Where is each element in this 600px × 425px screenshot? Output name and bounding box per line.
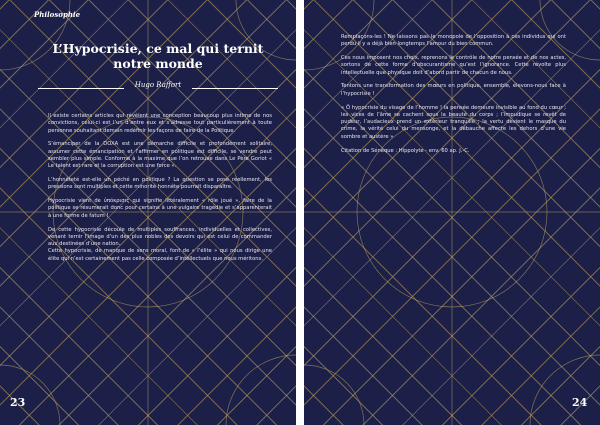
left-body-text xyxy=(48,113,272,270)
paragraph: L’honnêteté est-elle un péché en politique ? La question se pose réellement, les pressions sont multiples et cette minorité honnête pourrait disparaître. xyxy=(48,177,272,191)
author-name: Hugo Raffort xyxy=(134,81,182,89)
article-title-line-1: L’Hypocrisie, ce mal qui ternit xyxy=(52,41,264,56)
section-label: Philosophie xyxy=(34,10,81,19)
right-page xyxy=(304,0,600,425)
page-number-left: 23 xyxy=(10,396,26,409)
article-title xyxy=(38,41,278,71)
quotation-source: Citation de Sénèque : Hippolyte - env. 60 ap. J.-C. xyxy=(341,147,470,154)
byline-rule-right xyxy=(192,88,278,89)
spread-gutter xyxy=(296,0,304,425)
paragraph: Remplaçons-les ! Ne laissons pas le monopole de l’opposition à ces individus qui ont perdu il y a déjà bien longtemps l’amour du bien commun. xyxy=(341,34,566,48)
page-number-right: 24 xyxy=(572,396,588,409)
article-title-line-2: notre monde xyxy=(113,56,203,71)
paragraph: Tentons une transformation des mœurs en politique, ensemble, élevons-nous face à l’hypocrisie ! xyxy=(341,83,566,97)
author-byline xyxy=(38,81,278,93)
left-page xyxy=(0,0,296,425)
paragraph: De cette hypocrisie découle de multiples souffrances, individuelles et collectives, venant ternir l’image d’un des plus nobles des devoirs qui est celui de commander aux destinées d’une nation. Cette hypocrisie, de manque de sens moral, font de « l’élite » qui nous dirige une élite qui n’est certainement pas celle composée d’intellectuels que nous méritons. xyxy=(48,226,272,262)
paragraph: Ces nous imposent nos choix, reprenons le contrôle de notre pensée et de nos actes, sortons de cette forme d’obscurantisme qu’est l’ignorance. Cette révolte plus intellectuelle que physique doit d’abord partir de chacun de nous. xyxy=(341,55,566,76)
paragraph: S’émanciper de la DOXA est une démarche difficile et profondément solitaire, assumer cette émancipation et l’affirmer en politique est difficile, se vendre peut sembler plus simple. Conforme à la maxime que l’on retrouve dans Le Père Goriot « Le talent est rare et la corruption est une force ». xyxy=(48,141,272,170)
paragraph: Hypocrisie vient de ὑπόκρισις qui signifie littéralement « rôle joué », faire de la politique se résumerait donc pour certains à une vulgaire tragédie et s’apparenterait à une forme de fatum ! xyxy=(48,198,272,219)
paragraph: Il existe certains articles qui révèlent une conception beaucoup plus intime de nos convictions, celui-ci est l’un d’entre eux et s’adresse tout particulièrement à toute personne souhaitant demain redéfinir les façons de faire de la Politique. xyxy=(48,113,272,134)
quotation: « Ô hypocrisie du visage de l’homme ! la pensée demeure invisible au fond du cœur ; les vices de l’âme se cachent sous la beauté du corps ; l’impudique se revêt de pudeur, l’audacieux prend un extérieur tranquille ; la vertu devient le masque du crime, la vérité celui du mensonge, et la débauche affecte les dehors d’une vie sombre et austère » xyxy=(341,104,566,140)
right-body-text xyxy=(341,34,566,161)
